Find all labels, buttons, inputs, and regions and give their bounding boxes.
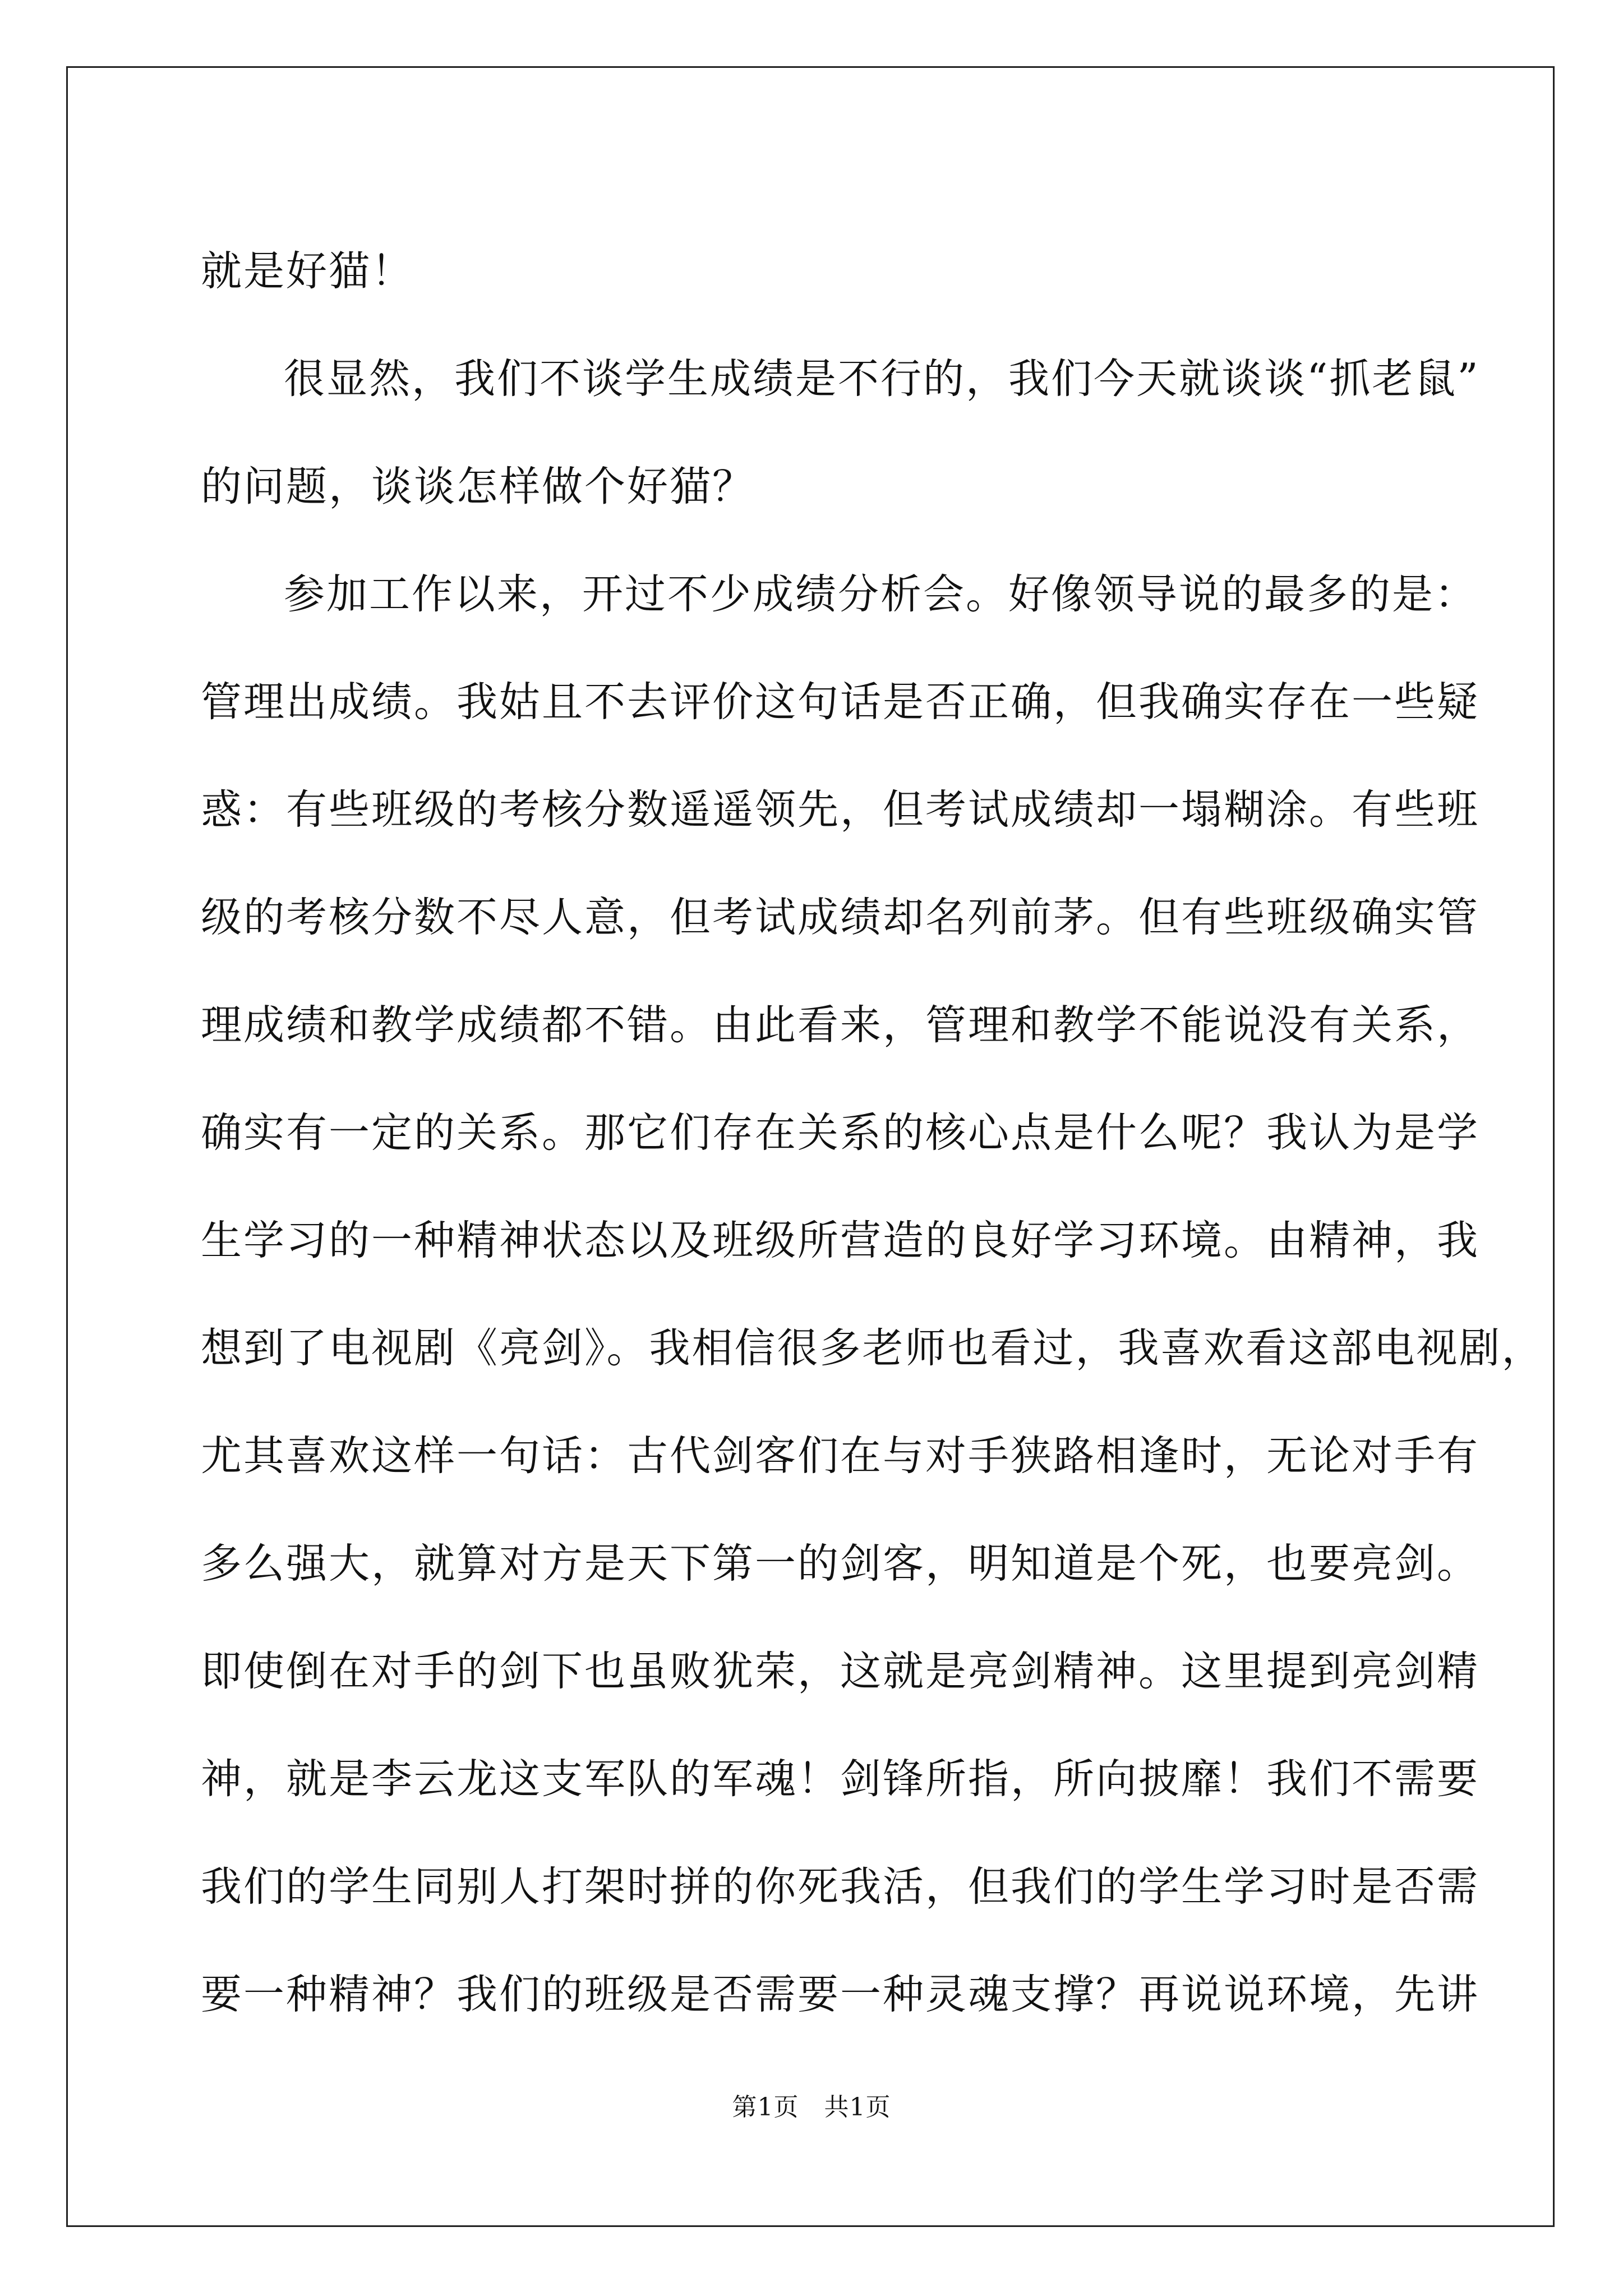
text-line: 即使倒在对手的剑下也虽败犹荣，这就是亮剑精神。这里提到亮剑精 [201, 1648, 1479, 1695]
text-line: 理成绩和教学成绩都不错。由此看来，管理和教学不能说没有关系， [201, 1001, 1479, 1049]
text-line: 确实有一定的关系。那它们存在关系的核心点是什么呢？我认为是学 [201, 1109, 1479, 1157]
text-line: 尤其喜欢这样一句话：古代剑客们在与对手狭路相逢时，无论对手有 [201, 1432, 1479, 1480]
text-line: 想到了电视剧《亮剑》。我相信很多老师也看过，我喜欢看这部电视剧， [201, 1324, 1544, 1372]
text-line: 要一种精神？我们的班级是否需要一种灵魂支撑？再说说环境，先讲 [201, 1971, 1479, 2018]
text-line: 级的考核分数不尽人意，但考试成绩却名列前茅。但有些班级确实管 [201, 894, 1479, 941]
document-body [201, 218, 1544, 2049]
text-line: 很显然，我们不谈学生成绩是不行的，我们今天就谈谈“抓老鼠” [284, 355, 1480, 403]
text-line: 就是好猫！ [201, 247, 414, 295]
text-line: 惑：有些班级的考核分数遥遥领先，但考试成绩却一塌糊涂。有些班 [201, 786, 1479, 834]
text-line: 我们的学生同别人打架时拼的你死我活，但我们的学生学习时是否需 [201, 1863, 1479, 1911]
page-number: 第1页 共1页 [732, 2093, 891, 2122]
text-line: 参加工作以来，开过不少成绩分析会。好像领导说的最多的是： [284, 570, 1477, 618]
text-line: 生学习的一种精神状态以及班级所营造的良好学习环境。由精神，我 [201, 1217, 1479, 1264]
text-line: 管理出成绩。我姑且不去评价这句话是否正确，但我确实存在一些疑 [201, 678, 1479, 726]
text-line: 的问题，谈谈怎样做个好猫？ [201, 463, 755, 510]
text-line: 多么强大，就算对方是天下第一的剑客，明知道是个死，也要亮剑。 [201, 1540, 1479, 1588]
text-line: 神，就是李云龙这支军队的军魂！剑锋所指，所向披靡！我们不需要 [201, 1755, 1479, 1803]
